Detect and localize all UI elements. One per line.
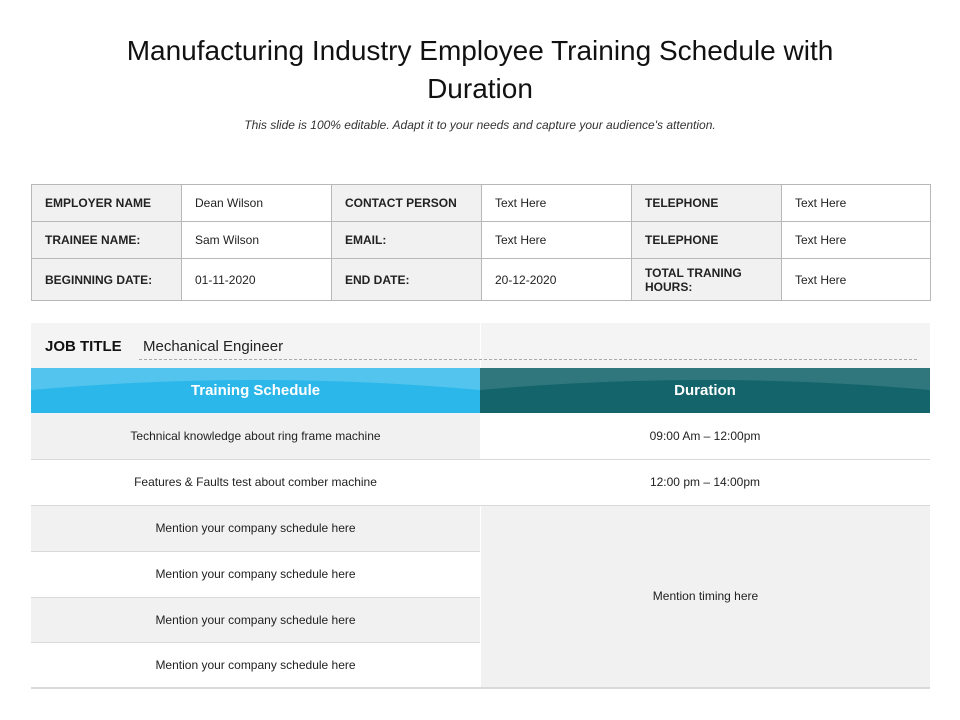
end-date-value: 20-12-2020: [482, 259, 632, 301]
job-bar-divider: [480, 323, 481, 368]
telephone-value: Text Here: [782, 185, 931, 222]
email-label: EMAIL:: [332, 222, 482, 259]
duration-cell: 09:00 Am – 12:00pm: [480, 413, 930, 459]
info-row: [32, 222, 931, 259]
training-cell: Mention your company schedule here: [31, 505, 480, 551]
info-row: [32, 259, 931, 301]
row-divider: [31, 642, 480, 643]
row-divider: [31, 597, 480, 598]
slide-title: Manufacturing Industry Employee Training Schedule with Duration: [126, 35, 834, 104]
job-title-bar: [31, 323, 930, 368]
job-title-underline: [139, 359, 917, 360]
training-cell: Mention your company schedule here: [31, 551, 480, 597]
trainee-name-label: TRAINEE NAME:: [32, 222, 182, 259]
duration-header: [480, 368, 930, 413]
info-row: [32, 185, 931, 222]
contact-person-label: CONTACT PERSON: [332, 185, 482, 222]
employee-info-table: [31, 184, 931, 301]
beginning-date-value: 01-11-2020: [182, 259, 332, 301]
slide-subtitle: This slide is 100% editable. Adapt it to your needs and capture your audience's attention.: [244, 118, 716, 132]
training-cell: Mention your company schedule here: [31, 642, 480, 687]
row-divider: [31, 505, 930, 506]
total-training-hours-value: Text Here: [782, 259, 931, 301]
contact-person-value: Text Here: [482, 185, 632, 222]
row-divider: [31, 551, 480, 552]
beginning-date-label: BEGINNING DATE:: [32, 259, 182, 301]
merged-duration-cell: Mention timing here: [480, 505, 930, 687]
training-cell: Features & Faults test about comber machine: [31, 459, 480, 505]
row-divider: [31, 459, 930, 460]
telephone-label: TELEPHONE: [632, 185, 782, 222]
employer-name-label: EMPLOYER NAME: [32, 185, 182, 222]
email-value: Text Here: [482, 222, 632, 259]
training-cell: Mention your company schedule here: [31, 597, 480, 642]
duration-header-label: Duration: [674, 382, 736, 399]
trainee-name-value: Sam Wilson: [182, 222, 332, 259]
training-cell: Technical knowledge about ring frame machine: [31, 413, 480, 459]
telephone-label: TELEPHONE: [632, 222, 782, 259]
end-date-label: END DATE:: [332, 259, 482, 301]
job-title-label: JOB TITLE: [45, 338, 122, 355]
job-title-value: Mechanical Engineer: [143, 338, 284, 355]
telephone-value: Text Here: [782, 222, 931, 259]
employer-name-value: Dean Wilson: [182, 185, 332, 222]
total-training-hours-label: TOTAL TRANING HOURS:: [632, 259, 782, 301]
training-schedule-header-label: Training Schedule: [190, 382, 321, 399]
table-bottom-border: [31, 687, 930, 689]
duration-cell: 12:00 pm – 14:00pm: [480, 459, 930, 505]
training-schedule-header: [31, 368, 480, 413]
